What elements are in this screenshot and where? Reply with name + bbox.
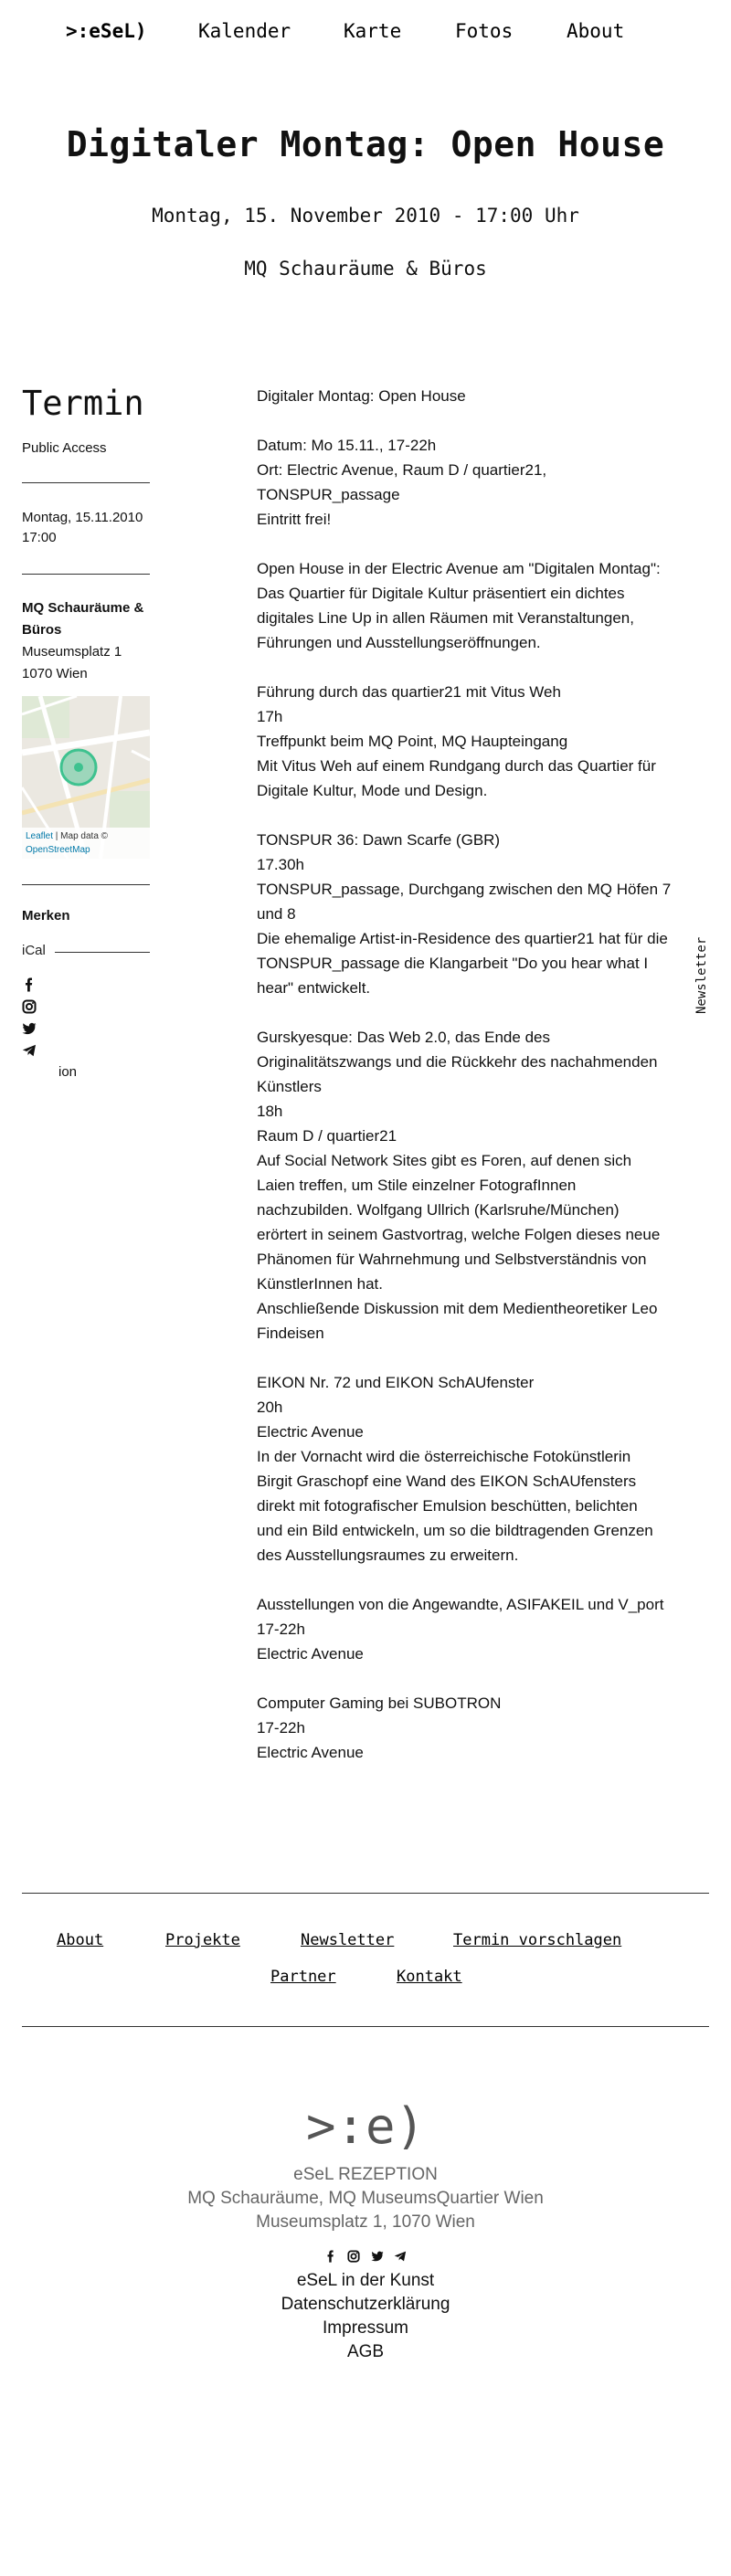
footer-link-about[interactable]: About (57, 1931, 104, 1949)
facebook-icon[interactable] (324, 2249, 337, 2262)
footer-social-icons (0, 2245, 731, 2263)
share-icons (22, 977, 40, 1065)
footer-link-newsletter[interactable]: Newsletter (301, 1931, 395, 1949)
footer-link-projekte[interactable]: Projekte (165, 1931, 240, 1949)
event-date: Montag, 15.11.2010 (22, 510, 143, 525)
instagram-icon[interactable] (347, 2249, 360, 2262)
twitter-icon[interactable] (22, 1021, 37, 1036)
venue-name[interactable]: MQ Schauräume & Büros (22, 600, 144, 638)
content-paragraph: Open House in der Electric Avenue am "Digitalen Montag": Das Quartier für Digitale Kultur präsentiert ein dichtes digitales Line Up in allen Räumen mit Veranstaltungen, Führungen und Ausstellungseröffnungen. (257, 560, 661, 651)
openstreetmap-link[interactable]: OpenStreetMap (26, 845, 90, 855)
sidebar-divider (22, 574, 150, 575)
nav-item-karte[interactable]: Karte (344, 20, 402, 42)
map-data-label: | Map data © (53, 831, 109, 841)
nav-item-fotos[interactable]: Fotos (455, 20, 514, 42)
footer-divider (22, 1893, 709, 1894)
footer-link-termin-vorschlagen[interactable]: Termin vorschlagen (453, 1931, 622, 1949)
content-paragraph: Führung durch das quartier21 mit Vitus Weh 17h Treffpunkt beim MQ Point, MQ Haupteingang Mit Vitus Weh auf einem Rundgang durch das Quartier für Digitale Kultur, Mode und Design. (257, 683, 656, 799)
content-paragraph: Ausstellungen von die Angewandte, ASIFAKEIL und V_port 17-22h Electric Avenue (257, 1596, 664, 1663)
event-time: 17:00 (22, 530, 57, 545)
content-paragraph: Datum: Mo 15.11., 17-22h Ort: Electric Avenue, Raum D / quartier21, TONSPUR_passage Eintritt frei! (257, 437, 547, 528)
brand-logo-link[interactable]: >:eSeL) (66, 20, 147, 42)
org-location: MQ Schauräume, MQ MuseumsQuartier Wien (187, 2189, 544, 2208)
sidebar-heading: Termin (22, 384, 144, 423)
sidebar-divider (22, 482, 150, 483)
ical-link[interactable]: iCal (22, 943, 46, 958)
access-label: Public Access (22, 440, 107, 456)
event-date-line: Montag, 15. November 2010 - 17:00 Uhr (152, 205, 579, 227)
event-description (257, 384, 714, 1789)
footer-link-esel-in-der-kunst[interactable]: eSeL in der Kunst (296, 2271, 435, 2290)
content-paragraph: Gurskyesque: Das Web 2.0, das Ende des Originalitätszwangs und die Rückkehr des nachahmenden Künstlers 18h Raum D / quartier21 Auf Social Network Sites gibt es Foren, auf denen sich Laien treffen, um Stile einzelner FotografInnen nachzubilden. Wolfgang Ullrich (Karlsruhe/München) erörtert in seinem Gastvortrag, welche Folgen dieses neue Phänomen für Wahrnehmung und Selbstverständnis von KünstlerInnen hat. Anschließende Diskussion mit dem Medientheoretiker Leo Findeisen (257, 1029, 661, 1342)
merken-heading: Merken (22, 908, 70, 924)
venue-city: 1070 Wien (22, 666, 88, 681)
leaflet-link[interactable]: Leaflet (26, 831, 54, 841)
org-address: Museumsplatz 1, 1070 Wien (256, 2212, 475, 2232)
org-name: eSeL REZEPTION (293, 2165, 438, 2184)
footer-link-impressum[interactable]: Impressum (323, 2318, 408, 2338)
top-navigation (0, 0, 731, 66)
sidebar-divider (55, 952, 150, 953)
footer-link-agb[interactable]: AGB (346, 2342, 385, 2361)
facebook-icon[interactable] (22, 977, 37, 992)
nav-item-about[interactable]: About (567, 20, 625, 42)
footer-logo: >:e) (305, 2097, 426, 2155)
sidebar-divider (22, 884, 150, 885)
footer-link-kontakt[interactable]: Kontakt (397, 1968, 462, 1986)
content-paragraph: Computer Gaming bei SUBOTRON 17-22h Electric Avenue (257, 1694, 502, 1761)
map-attribution (22, 828, 150, 859)
footer-divider (22, 2026, 709, 2027)
footer-link-partner[interactable]: Partner (270, 1968, 336, 1986)
telegram-icon[interactable] (394, 2249, 407, 2262)
content-paragraph: TONSPUR 36: Dawn Scarfe (GBR) 17.30h TONSPUR_passage, Durchgang zwischen den MQ Höfen 7 und 8 Die ehemalige Artist-in-Residence des quartier21 hat für die TONSPUR_passage die Klangarbeit "Do you hear what I hear" entwickelt. (257, 831, 672, 997)
content-paragraph: EIKON Nr. 72 und EIKON SchAUfenster 20h Electric Avenue In der Vornacht wird die österreichische Fotokünstlerin Birgit Graschopf eine Wand des EIKON SchAUfensters direkt mit fotografischer Emulsion beschütten, belichten und ein Bild entwickeln, um so die bildtragenden Grenzen des Ausstellungsraumes zu erweitern. (257, 1374, 653, 1564)
event-venue-line: MQ Schauräume & Büros (244, 258, 487, 280)
venue-map[interactable] (22, 696, 150, 859)
footer-link-datenschutz[interactable]: Datenschutzerklärung (281, 2295, 450, 2314)
telegram-icon[interactable] (22, 1043, 37, 1058)
event-date-time (22, 508, 143, 548)
event-title: Digitaler Montag: Open House (66, 124, 665, 164)
content-paragraph: Digitaler Montag: Open House (257, 387, 466, 405)
instagram-icon[interactable] (22, 999, 37, 1014)
twitter-icon[interactable] (371, 2249, 384, 2262)
share-label-fragment: ion (58, 1064, 78, 1080)
newsletter-side-tab[interactable]: Newsletter (694, 936, 709, 1014)
venue-street: Museumsplatz 1 (22, 644, 122, 660)
nav-item-kalender[interactable]: Kalender (198, 20, 291, 42)
